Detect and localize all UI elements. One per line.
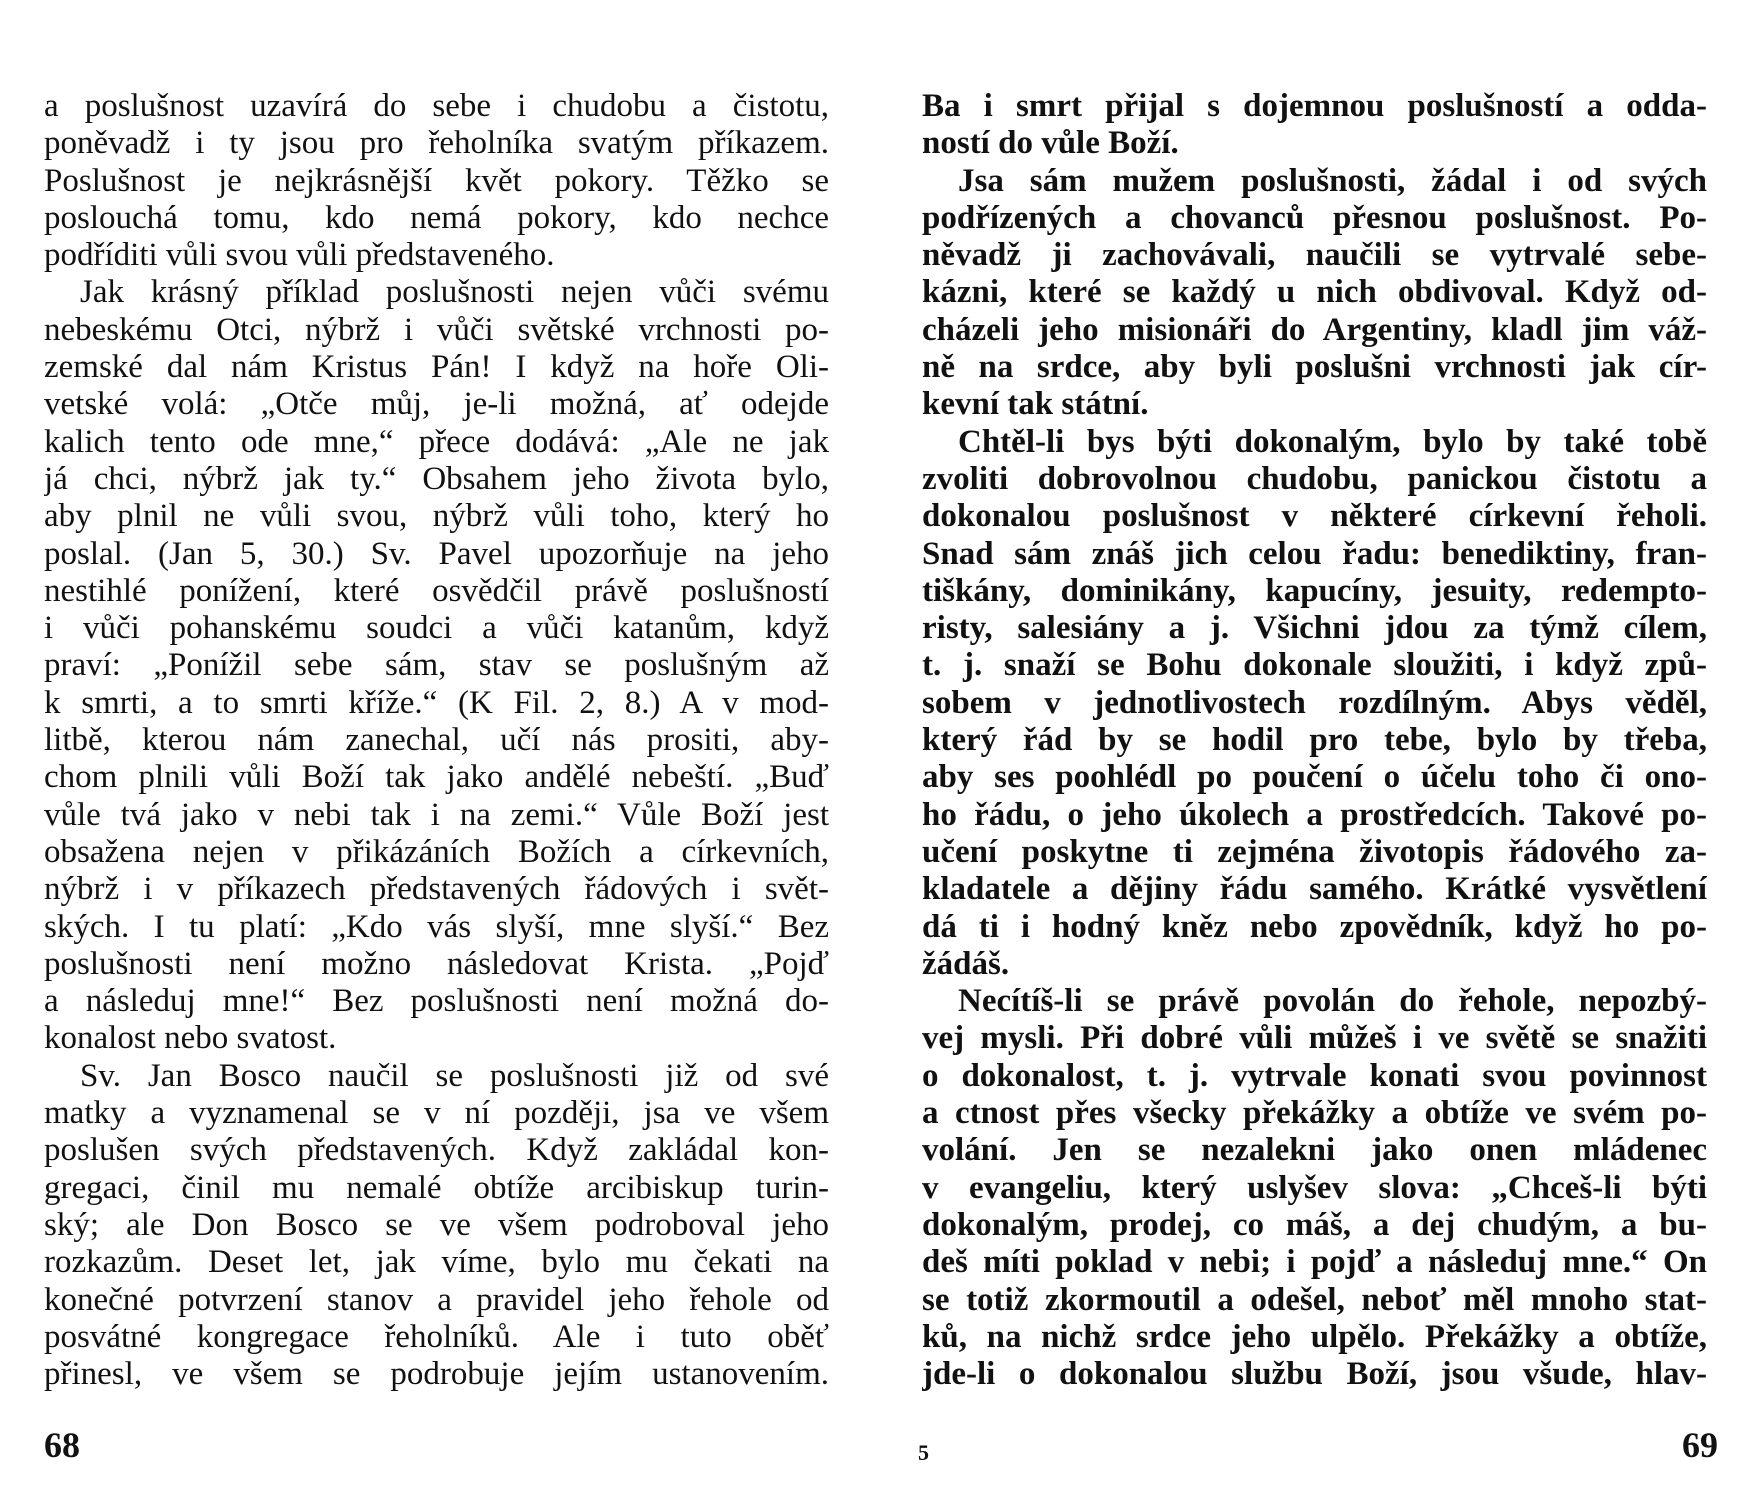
left-page-text-line: ský; ale Don Bosco se ve všem podroboval jeho	[44, 1206, 829, 1243]
left-page-text-line: nebeskému Otci, nýbrž i vůči světské vrchnosti po-	[44, 311, 829, 348]
right-page-text-line: něvadž ji zachovávali, naučili se vytrvalé sebe-	[922, 237, 1707, 274]
right-page-text-line: žádáš.	[922, 945, 1010, 982]
right-page-text-line: dá ti i hodný kněz nebo zpovědník, když ho po-	[922, 908, 1707, 945]
right-page-text-line: a ctnost přes všecky překážky a obtíže ve svém po-	[922, 1095, 1707, 1132]
left-page-text-line: kalich tento ode mne,“ přece dodává: „Ale ne jak	[44, 423, 829, 460]
left-page-text-line: matky a vyznamenal se v ní později, jsa ve všem	[44, 1095, 829, 1132]
right-page-text-line: Jsa sám mužem poslušnosti, žádal i od svých	[958, 162, 1707, 199]
right-page-text-line: t. j. snaží se Bohu dokonale sloužiti, i když způ-	[922, 647, 1707, 684]
left-page-text-line: vůle tvá jako v nebi tak i na zemi.“ Vůle Boží jest	[44, 796, 829, 833]
left-page-text-line: i vůči pohanskému soudci a vůči katanům, když	[44, 610, 829, 647]
right-page-text-line: kladatele a dějiny řádu samého. Krátké vysvětlení	[922, 871, 1707, 908]
right-page-text-line: dokonalou poslušnost v některé církevní řeholi.	[922, 498, 1707, 535]
left-page-text-line: praví: „Ponížil sebe sám, stav se poslušným až	[44, 647, 829, 684]
right-page-text-line: o dokonalost, t. j. vytrvale konati svou povinnost	[922, 1057, 1707, 1094]
left-page-text-line: a poslušnost uzavírá do sebe i chudobu a čistotu,	[44, 88, 829, 124]
right-page-text-line: vej mysli. Při dobré vůli můžeš i ve světě se snažiti	[922, 1020, 1707, 1057]
right-page-number: 69	[1682, 1425, 1718, 1465]
right-page-text-line: Ba i smrt přijal s dojemnou poslušností a odda-	[922, 88, 1707, 124]
left-page-text-line: vetské volá: „Otče můj, je-li možná, ať odejde	[44, 386, 829, 423]
right-page-text-line: v evangeliu, který uslyšev slova: „Chceš-li býti	[922, 1169, 1707, 1206]
right-page-text-line: ností do vůle Boží.	[922, 125, 1179, 162]
right-page-text-line: risty, salesiány a j. Všichni jdou za týmž cílem,	[922, 610, 1707, 647]
left-page-text	[44, 88, 829, 1393]
right-page-text-line: podřízených a chovanců přesnou poslušnost. Po-	[922, 199, 1707, 236]
left-page-text-line: poslušnosti není možno následovat Krista. „Pojď	[44, 945, 829, 982]
right-page-text-line: učení poskytne ti zejména životopis řádového za-	[922, 833, 1707, 870]
right-page-text-line: Snad sám znáš jich celou řadu: benediktiny, fran-	[922, 535, 1707, 572]
right-page-text-line: Necítíš-li se právě povolán do řehole, nepozbý-	[958, 983, 1707, 1020]
right-page-text-line: kázni, které se každý u nich obdivoval. Když od-	[922, 274, 1707, 311]
left-page-text-line: k smrti, a to smrti kříže.“ (K Fil. 2, 8.) A v mod-	[44, 684, 829, 721]
left-page-text-line: ských. I tu platí: „Kdo vás slyší, mne slyší.“ Bez	[44, 908, 829, 945]
left-page-text-line: zemské dal nám Kristus Pán! I když na hoře Oli-	[44, 349, 829, 386]
right-page-text-line: Chtěl-li bys býti dokonalým, bylo by také tobě	[958, 423, 1707, 460]
right-page-text-line: dokonalým, prodej, co máš, a dej chudým, a bu-	[922, 1206, 1707, 1243]
right-page-text-line: cházeli jeho misionáři do Argentiny, kladl jim váž-	[922, 311, 1707, 348]
left-page-text-line: aby plnil ne vůli svou, nýbrž vůli toho, který ho	[44, 498, 829, 535]
left-page-text-line: posvátné kongregace řeholníků. Ale i tuto oběť	[44, 1318, 829, 1355]
right-page-text-line: ně na srdce, aby byli poslušni vrchnosti jak cír-	[922, 349, 1707, 386]
printer-signature-mark: 5	[918, 1440, 929, 1465]
left-page-text-line: poslouchá tomu, kdo nemá pokory, kdo nechce	[44, 199, 829, 236]
left-page-text-line: poslušen svých představených. Když zakládal kon-	[44, 1132, 829, 1169]
left-page-text-line: a následuj mne!“ Bez poslušnosti není možná do-	[44, 983, 829, 1020]
left-page-text-line: Jak krásný příklad poslušnosti nejen vůči svému	[80, 274, 829, 311]
left-page-text-line: litbě, kterou nám zanechal, učí nás prositi, aby-	[44, 722, 829, 759]
right-page-text-line: sobem v jednotlivostech rozdílným. Abys věděl,	[922, 684, 1707, 721]
right-page-text-line: deš míti poklad v nebi; i pojď a následuj mne.“ On	[922, 1244, 1707, 1281]
left-page-text-line: přinesl, ve všem se podrobuje jejím ustanovením.	[44, 1356, 829, 1393]
right-page-text	[922, 88, 1707, 1393]
left-page-text-line: obsažena nejen v přikázáních Božích a církevních,	[44, 833, 829, 870]
right-page-text-line: tiškány, dominikány, kapucíny, jesuity, redempto-	[922, 572, 1707, 609]
left-page-text-line: nestihlé ponížení, které osvědčil právě poslušností	[44, 572, 829, 609]
left-page-text-line: Sv. Jan Bosco naučil se poslušnosti již od své	[80, 1057, 829, 1094]
left-page-number: 68	[44, 1425, 80, 1465]
left-page-text-line: konalost nebo svatost.	[44, 1020, 337, 1057]
left-page-text-line: poněvadž i ty jsou pro řeholníka svatým příkazem.	[44, 125, 829, 162]
left-page-text-line: poslal. (Jan 5, 30.) Sv. Pavel upozorňuje na jeho	[44, 535, 829, 572]
left-page-text-line: já chci, nýbrž jak ty.“ Obsahem jeho života bylo,	[44, 460, 829, 497]
right-page-text-line: jde-li o dokonalou službu Boží, jsou všude, hlav-	[922, 1356, 1707, 1393]
right-page-text-line: kevní tak státní.	[922, 386, 1149, 423]
right-page-text-line: ho řádu, o jeho úkolech a prostředcích. Takové po-	[922, 796, 1707, 833]
left-page-text-line: podříditi vůli svou vůli představeného.	[44, 237, 555, 274]
right-page-text-line: se totiž zkormoutil a odešel, neboť měl mnoho stat-	[922, 1281, 1707, 1318]
right-page-text-line: zvoliti dobrovolnou chudobu, panickou čistotu a	[922, 460, 1707, 497]
left-page-text-line: Poslušnost je nejkrásnější květ pokory. Těžko se	[44, 162, 829, 199]
left-page-text-line: nýbrž i v příkazech představených řádových i svět-	[44, 871, 829, 908]
right-page-text-line: aby ses poohlédl po poučení o účelu toho či ono-	[922, 759, 1707, 796]
right-page-text-line: volání. Jen se nezalekni jako onen mládenec	[922, 1132, 1707, 1169]
right-page-text-line: ků, na nichž srdce jeho ulpělo. Překážky a obtíže,	[922, 1318, 1707, 1355]
left-page-text-line: chom plnili vůli Boží tak jako andělé nebeští. „Buď	[44, 759, 829, 796]
left-page-text-line: gregaci, činil mu nemalé obtíže arcibiskup turin-	[44, 1169, 829, 1206]
left-page-text-line: konečné potvrzení stanov a pravidel jeho řehole od	[44, 1281, 829, 1318]
left-page-text-line: rozkazům. Deset let, jak víme, bylo mu čekati na	[44, 1244, 829, 1281]
right-page-text-line: který řád by se hodil pro tebe, bylo by třeba,	[922, 722, 1707, 759]
